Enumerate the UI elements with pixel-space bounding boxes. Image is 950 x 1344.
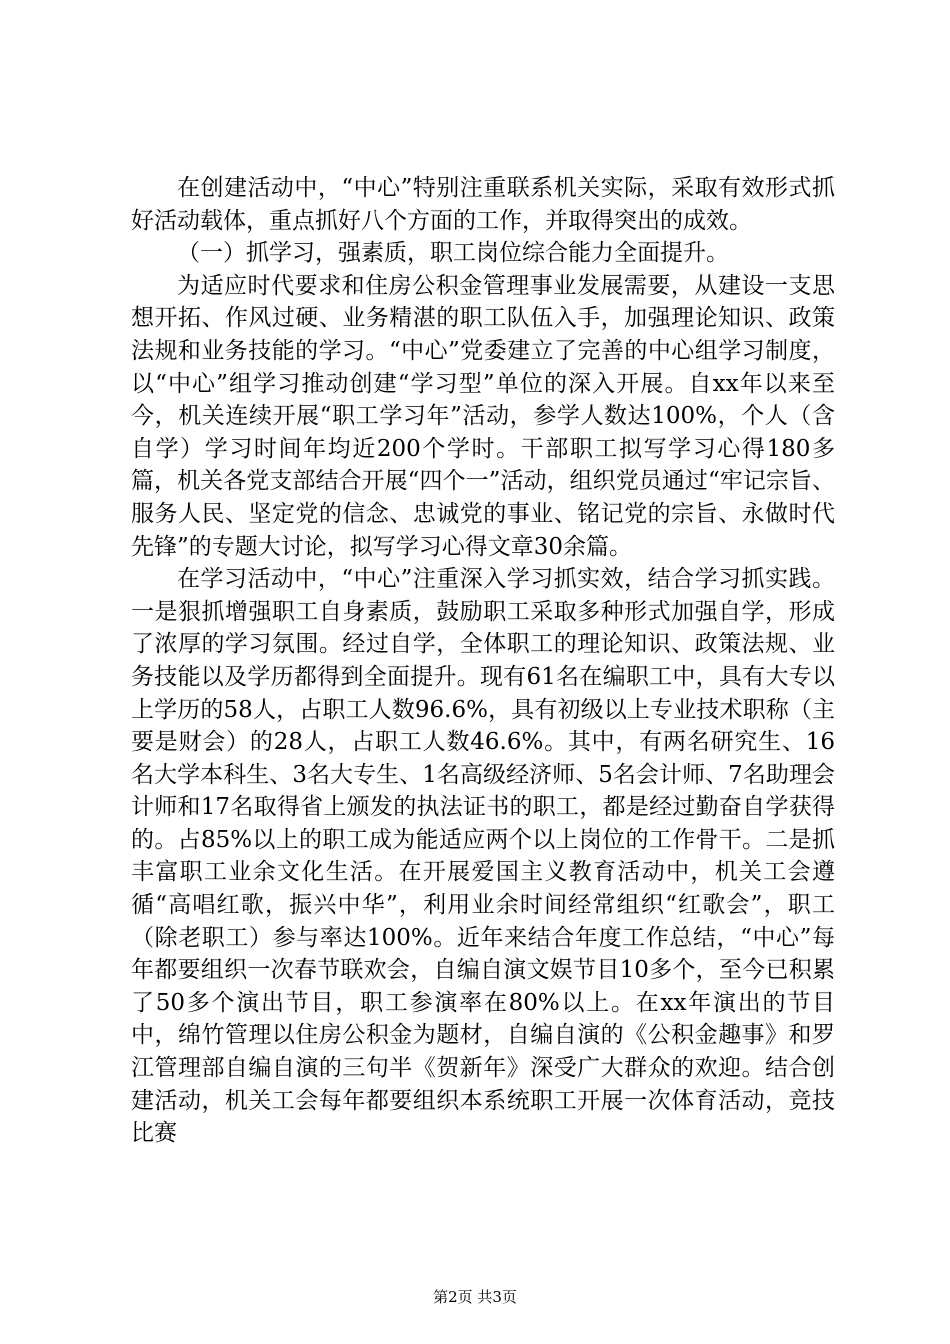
paragraph-practice: 在学习活动中，“中心”注重深入学习抓实效，结合学习抓实践。一是狠抓增强职工自身素质，鼓励职工采取多种形式加强自学，形成了浓厚的学习氛围。经过自学，全体职工的理论知识、政策法规、业务技能以及学历都得到全面提升。现有61名在编职工中，具有大专以上学历的58人，占职工人数96.6%，具有初级以上专业技术职称（主要是财会）的28人，占职工人数46.6%。其中，有两名研究生、16名大学本科生、3名大专生、1名高级经济师、5名会计师、7名助理会计师和17名取得省上颁发的执法证书的职工，都是经过勤奋自学获得的。占85%以上的职工成为能适应两个以上岗位的工作骨干。二是抓丰富职工业余文化生活。在开展爱国主义教育活动中，机关工会遵循“高唱红歌，振兴中华”，利用业余时间经常组织“红歌会”，职工（除老职工）参与率达100%。近年来结合年度工作总结，“中心”每年都要组织一次春节联欢会，自编自演文娱节目10多个，至今已积累了50多个演出节目，职工参演率在80%以上。在xx年演出的节目中，绵竹管理以住房公积金为题材，自编自演的《公积金趣事》和罗江管理部自编自演的三句半《贺新年》深受广大群众的欢迎。结合创建活动，机关工会每年都要组织本系统职工开展一次体育活动，竞技比赛 [131,566,835,1147]
paragraph-intro: 在创建活动中，“中心”特别注重联系机关实际，采取有效形式抓好活动载体，重点抓好八个方面的工作，并取得突出的成效。 [131,175,835,234]
paragraph-study: 为适应时代要求和住房公积金管理事业发展需要，从建设一支思想开拓、作风过硬、业务精湛的职工队伍入手，加强理论知识、政策法规和业务技能的学习。“中心”党委建立了完善的中心组学习制度，以“中心”组学习推动创建“学习型”单位的深入开展。自xx年以来至今，机关连续开展“职工学习年”活动，参学人数达100%，个人（含自学）学习时间年均近200个学时。干部职工拟写学习心得180多篇，机关各党支部结合开展“四个一”活动，组织党员通过“牢记宗旨、服务人民、坚定党的信念、忠诚党的事业、铭记党的宗旨、永做时代先锋”的专题大讨论，拟写学习心得文章30余篇。 [131,272,835,560]
page-number-footer: 第2页 共3页 [433,1288,517,1306]
document-body [131,172,835,1150]
section-heading-1: （一）抓学习，强素质，职工岗位综合能力全面提升。 [177,240,729,267]
